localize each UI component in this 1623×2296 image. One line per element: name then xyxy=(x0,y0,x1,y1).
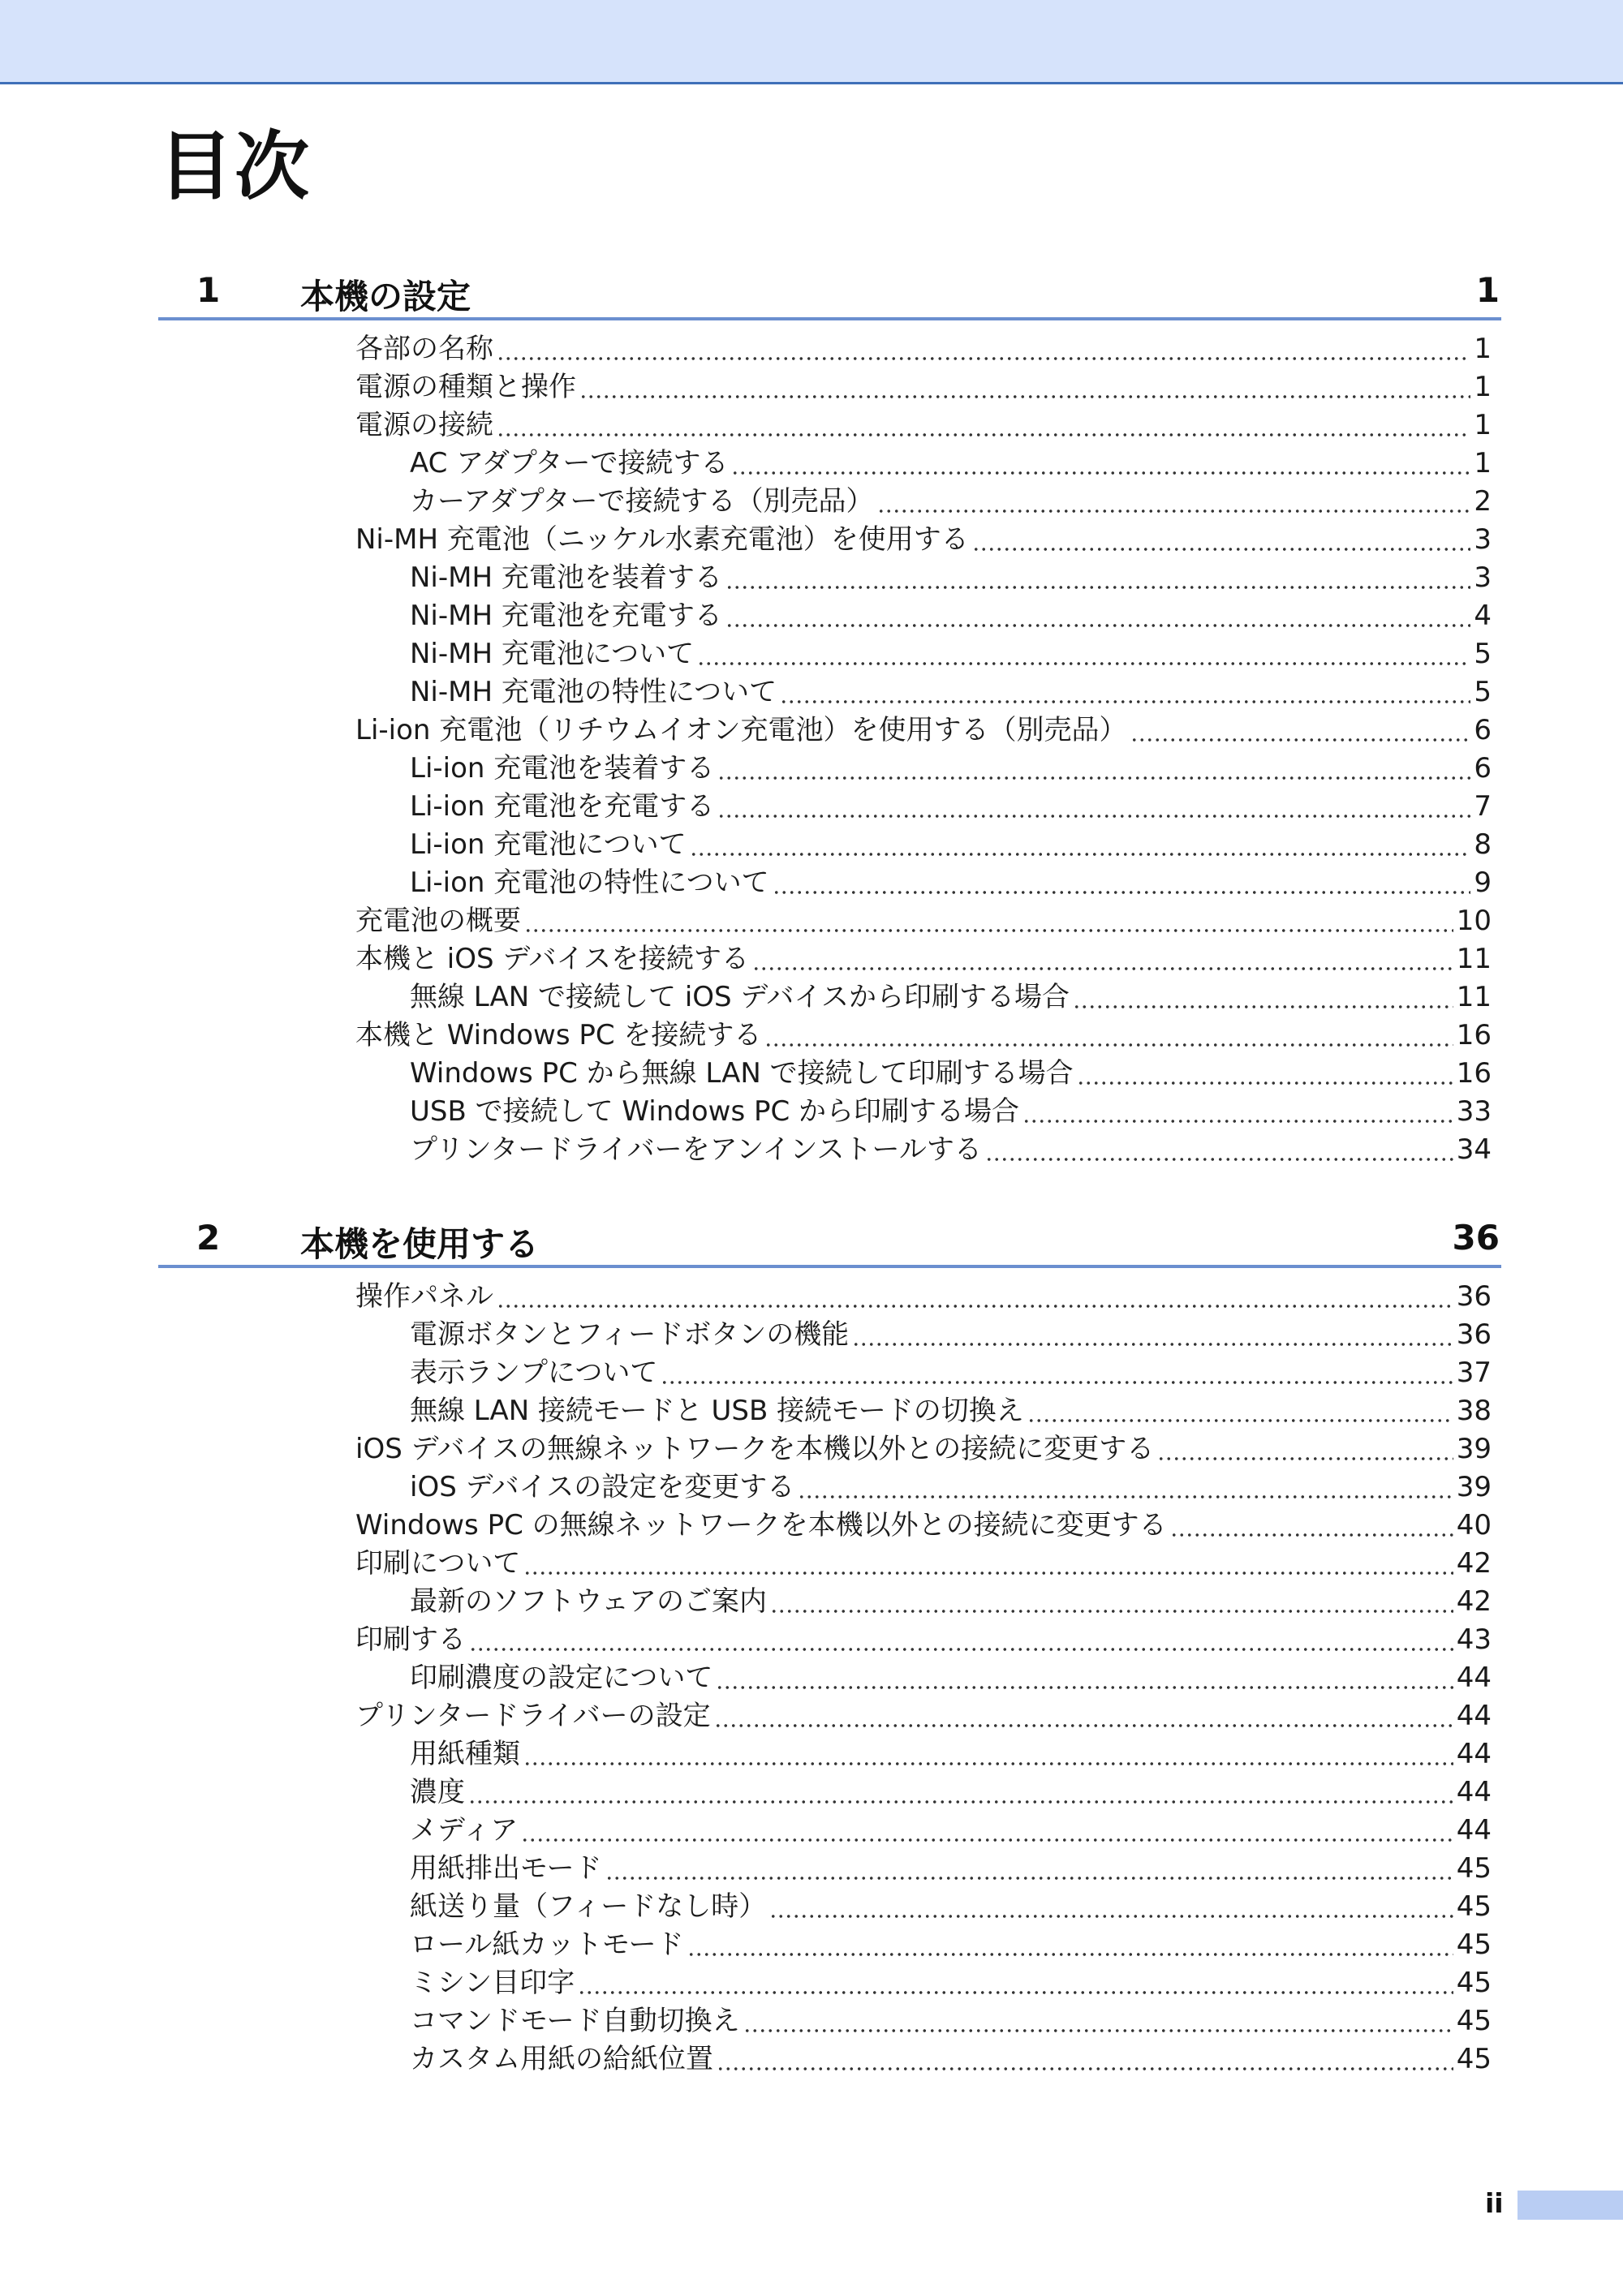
toc-entry-title: 本機と Windows PC を接続する xyxy=(355,1019,762,1051)
toc-entry-title: 操作パネル xyxy=(355,1280,493,1313)
toc-entry-page-number: 33 xyxy=(1456,1095,1492,1128)
toc-entry-title: 濃度 xyxy=(410,1776,465,1808)
toc-entry-page-number: 7 xyxy=(1474,790,1492,823)
toc-entry[interactable] xyxy=(355,1278,1492,1316)
dot-leader xyxy=(1170,1507,1453,1545)
toc-entry[interactable] xyxy=(355,521,1492,559)
toc-entry[interactable] xyxy=(410,1659,1492,1697)
toc-entry-page-number: 42 xyxy=(1456,1547,1492,1580)
toc-entry[interactable] xyxy=(410,445,1492,483)
toc-entry-title: 各部の名称 xyxy=(355,333,493,365)
toc-entry[interactable] xyxy=(410,1812,1492,1850)
dot-leader xyxy=(605,1850,1453,1888)
toc-entry[interactable] xyxy=(410,1964,1492,2002)
dot-leader xyxy=(716,1659,1453,1697)
toc-entry-page-number: 45 xyxy=(1456,1928,1492,1961)
toc-entry-title: 充電池の概要 xyxy=(355,905,521,937)
chapter-title: 本機の設定 xyxy=(300,277,471,316)
chapter-number: 1 xyxy=(196,270,221,310)
toc-entry-title: 用紙排出モード xyxy=(410,1852,602,1885)
toc-entry-title: Li-ion 充電池を充電する xyxy=(410,790,715,823)
dot-leader xyxy=(469,1621,1453,1659)
toc-entry[interactable] xyxy=(355,1621,1492,1659)
dot-leader xyxy=(697,635,1470,673)
toc-entry-title: Ni-MH 充電池を充電する xyxy=(410,600,722,632)
dot-leader xyxy=(714,1697,1453,1735)
dot-leader xyxy=(497,1278,1453,1316)
toc-entry-page-number: 1 xyxy=(1474,409,1492,441)
toc-entry-page-number: 37 xyxy=(1456,1357,1492,1389)
toc-entry[interactable] xyxy=(410,1055,1492,1093)
toc-entry-title: iOS デバイスの設定を変更する xyxy=(410,1471,795,1503)
toc-entry-title: Ni-MH 充電池（ニッケル水素充電池）を使用する xyxy=(355,523,969,556)
chapter-1-section xyxy=(158,264,1501,1166)
toc-entry[interactable] xyxy=(410,1850,1492,1888)
toc-entry-page-number: 44 xyxy=(1456,1776,1492,1808)
dot-leader xyxy=(773,864,1471,902)
toc-entry[interactable] xyxy=(410,635,1492,673)
dot-leader xyxy=(578,1964,1453,2002)
toc-entry-page-number: 3 xyxy=(1474,523,1492,556)
toc-entry-title: カスタム用紙の給紙位置 xyxy=(410,2043,713,2075)
toc-entry[interactable] xyxy=(410,1774,1492,1812)
dot-leader xyxy=(579,368,1470,406)
toc-entry[interactable] xyxy=(410,1468,1492,1507)
toc-entry[interactable] xyxy=(410,826,1492,864)
footer-page-number: ii xyxy=(1485,2187,1504,2219)
chapter-page-number: 36 xyxy=(1452,1218,1500,1258)
toc-entry[interactable] xyxy=(410,978,1492,1017)
dot-leader xyxy=(1073,978,1453,1017)
toc-entry-page-number: 6 xyxy=(1474,752,1492,785)
toc-entry-title: プリンタードライバーをアンインストールする xyxy=(410,1133,982,1166)
toc-entry[interactable] xyxy=(410,1735,1492,1774)
dot-leader xyxy=(725,559,1471,597)
dot-leader xyxy=(1022,1093,1453,1131)
toc-entry-title: メディア xyxy=(410,1814,519,1847)
chapter-title: 本機を使用する xyxy=(300,1224,540,1264)
toc-entry-page-number: 11 xyxy=(1456,981,1492,1013)
toc-entry[interactable] xyxy=(355,1430,1492,1468)
toc-entry[interactable] xyxy=(355,368,1492,406)
toc-entry[interactable] xyxy=(355,1017,1492,1055)
toc-entry-page-number: 11 xyxy=(1456,943,1492,975)
toc-entry-title: Li-ion 充電池を装着する xyxy=(410,752,715,785)
toc-entry-page-number: 44 xyxy=(1456,1738,1492,1770)
toc-entry-page-number: 36 xyxy=(1456,1280,1492,1313)
dot-leader xyxy=(661,1354,1453,1392)
dot-leader xyxy=(497,406,1470,445)
toc-entry[interactable] xyxy=(410,750,1492,788)
dot-leader xyxy=(717,788,1470,826)
toc-entry-title: 紙送り量（フィードなし時） xyxy=(410,1890,767,1923)
toc-entry-page-number: 45 xyxy=(1456,1890,1492,1923)
dot-leader xyxy=(752,940,1453,978)
toc-entry-title: カーアダプターで接続する（別売品） xyxy=(410,485,874,518)
chapter-heading[interactable] xyxy=(158,1211,1501,1268)
toc-entry-title: USB で接続して Windows PC から印刷する場合 xyxy=(410,1095,1020,1128)
toc-entry-title: 本機と iOS デバイスを接続する xyxy=(355,943,750,975)
toc-entry-page-number: 44 xyxy=(1456,1814,1492,1847)
dot-leader xyxy=(468,1774,1453,1812)
toc-entry-title: プリンタードライバーの設定 xyxy=(355,1700,711,1732)
toc-entry[interactable] xyxy=(355,1507,1492,1545)
chapter-heading[interactable] xyxy=(158,264,1501,320)
dot-leader xyxy=(1077,1055,1453,1093)
toc-entry-title: Ni-MH 充電池の特性について xyxy=(410,676,777,708)
toc-entry-page-number: 45 xyxy=(1456,1967,1492,1999)
dot-leader xyxy=(725,597,1471,635)
toc-entry[interactable] xyxy=(355,406,1492,445)
chapter-number: 2 xyxy=(196,1218,221,1258)
toc-entry[interactable] xyxy=(410,1093,1492,1131)
toc-entry-title: 印刷濃度の設定について xyxy=(410,1662,713,1694)
toc-entry-page-number: 36 xyxy=(1456,1318,1492,1351)
toc-entry-title: 表示ランプについて xyxy=(410,1357,658,1389)
toc-entry[interactable] xyxy=(410,2040,1492,2079)
toc-entry-title: ロール紙カットモード xyxy=(410,1928,684,1961)
dot-leader xyxy=(1157,1430,1453,1468)
toc-entry-page-number: 1 xyxy=(1474,333,1492,365)
toc-entry[interactable] xyxy=(355,940,1492,978)
toc-entry-page-number: 1 xyxy=(1474,371,1492,403)
toc-entry-page-number: 9 xyxy=(1474,866,1492,899)
dot-leader xyxy=(743,2002,1453,2040)
toc-entry-title: 無線 LAN 接続モードと USB 接続モードの切換え xyxy=(410,1395,1024,1427)
toc-entry[interactable] xyxy=(410,1888,1492,1926)
toc-entry-page-number: 40 xyxy=(1456,1509,1492,1541)
toc-entry-page-number: 5 xyxy=(1474,676,1492,708)
footer-tab xyxy=(1518,2191,1623,2220)
toc-entry-page-number: 45 xyxy=(1456,2043,1492,2075)
toc-entry-title: Li-ion 充電池の特性について xyxy=(410,866,769,899)
dot-leader xyxy=(770,1583,1453,1621)
toc-entry-page-number: 5 xyxy=(1474,638,1492,670)
dot-leader xyxy=(780,673,1470,712)
dot-leader xyxy=(523,1735,1453,1774)
toc-entry-title: Li-ion 充電池（リチウムイオン充電池）を使用する（別売品） xyxy=(355,714,1127,746)
toc-entry-page-number: 8 xyxy=(1474,828,1492,861)
toc-entry-title: 電源の種類と操作 xyxy=(355,371,576,403)
dot-leader xyxy=(497,330,1470,368)
toc-entry-page-number: 4 xyxy=(1474,600,1492,632)
toc-entry[interactable] xyxy=(355,1545,1492,1583)
toc-entry-page-number: 45 xyxy=(1456,1852,1492,1885)
toc-entry-page-number: 16 xyxy=(1456,1057,1492,1090)
dot-leader xyxy=(731,445,1470,483)
toc-entry-title: Ni-MH 充電池を装着する xyxy=(410,561,722,594)
toc-entry-page-number: 16 xyxy=(1456,1019,1492,1051)
dot-leader xyxy=(524,902,1453,940)
toc-entry-page-number: 3 xyxy=(1474,561,1492,594)
toc-entry-page-number: 6 xyxy=(1474,714,1492,746)
toc-entry[interactable] xyxy=(410,1392,1492,1430)
toc-entry-title: iOS デバイスの無線ネットワークを本機以外との接続に変更する xyxy=(355,1433,1155,1465)
toc-entry-title: 無線 LAN で接続して iOS デバイスから印刷する場合 xyxy=(410,981,1070,1013)
toc-entry[interactable] xyxy=(410,559,1492,597)
toc-entry[interactable] xyxy=(410,1354,1492,1392)
page-title: 目次 xyxy=(158,123,312,210)
toc-entry-title: 印刷する xyxy=(355,1623,466,1656)
toc-entry-title: Windows PC から無線 LAN で接続して印刷する場合 xyxy=(410,1057,1074,1090)
dot-leader xyxy=(852,1316,1453,1354)
dot-leader xyxy=(690,826,1471,864)
toc-entry[interactable] xyxy=(410,1131,1492,1169)
toc-entry-page-number: 44 xyxy=(1456,1662,1492,1694)
dot-leader xyxy=(521,1812,1453,1850)
toc-entry-page-number: 34 xyxy=(1456,1133,1492,1166)
toc-entry-page-number: 42 xyxy=(1456,1585,1492,1618)
header-band xyxy=(0,0,1623,84)
toc-entry-page-number: 38 xyxy=(1456,1395,1492,1427)
toc-entry[interactable] xyxy=(410,864,1492,902)
dot-leader xyxy=(717,750,1470,788)
toc-entry[interactable] xyxy=(410,1583,1492,1621)
dot-leader xyxy=(877,483,1471,521)
toc-entry[interactable] xyxy=(410,483,1492,521)
toc-entry-title: Ni-MH 充電池について xyxy=(410,638,695,670)
toc-entry-page-number: 43 xyxy=(1456,1623,1492,1656)
dot-leader xyxy=(523,1545,1453,1583)
toc-entry-title: ミシン目印字 xyxy=(410,1967,575,1999)
toc-entry-title: 最新のソフトウェアのご案内 xyxy=(410,1585,767,1618)
toc-entry-title: コマンドモード自動切換え xyxy=(410,2005,740,2037)
toc-entry[interactable] xyxy=(410,1316,1492,1354)
dot-leader xyxy=(798,1468,1453,1507)
toc-entry[interactable] xyxy=(410,2002,1492,2040)
toc-entry-page-number: 44 xyxy=(1456,1700,1492,1732)
dot-leader xyxy=(687,1926,1453,1964)
dot-leader xyxy=(764,1017,1453,1055)
dot-leader xyxy=(1027,1392,1453,1430)
toc-entry[interactable] xyxy=(410,673,1492,712)
toc-entry-page-number: 1 xyxy=(1474,447,1492,479)
toc-entry[interactable] xyxy=(355,330,1492,368)
toc-entry[interactable] xyxy=(410,1926,1492,1964)
toc-entry[interactable] xyxy=(355,712,1492,750)
toc-entry-title: Li-ion 充電池について xyxy=(410,828,687,861)
toc-entry[interactable] xyxy=(355,902,1492,940)
chapter-2-section xyxy=(158,1211,1501,2075)
toc-entry-title: 印刷について xyxy=(355,1547,521,1580)
toc-entry-page-number: 10 xyxy=(1456,905,1492,937)
dot-leader xyxy=(769,1888,1453,1926)
toc-entry-page-number: 39 xyxy=(1456,1433,1492,1465)
dot-leader xyxy=(1130,712,1471,750)
dot-leader xyxy=(985,1131,1453,1169)
dot-leader xyxy=(972,521,1471,559)
toc-entry-page-number: 39 xyxy=(1456,1471,1492,1503)
toc-entry-title: 用紙種類 xyxy=(410,1738,520,1770)
toc-entry-title: AC アダプターで接続する xyxy=(410,447,729,479)
toc-entry[interactable] xyxy=(355,1697,1492,1735)
toc-entry-title: 電源ボタンとフィードボタンの機能 xyxy=(410,1318,850,1351)
toc-entry[interactable] xyxy=(410,788,1492,826)
toc-entry-page-number: 45 xyxy=(1456,2005,1492,2037)
dot-leader xyxy=(717,2040,1453,2079)
toc-entry-page-number: 2 xyxy=(1474,485,1492,518)
toc-entry-title: 電源の接続 xyxy=(355,409,493,441)
chapter-page-number: 1 xyxy=(1475,270,1500,310)
toc-entry-title: Windows PC の無線ネットワークを本機以外との接続に変更する xyxy=(355,1509,1167,1541)
toc-entry[interactable] xyxy=(410,597,1492,635)
